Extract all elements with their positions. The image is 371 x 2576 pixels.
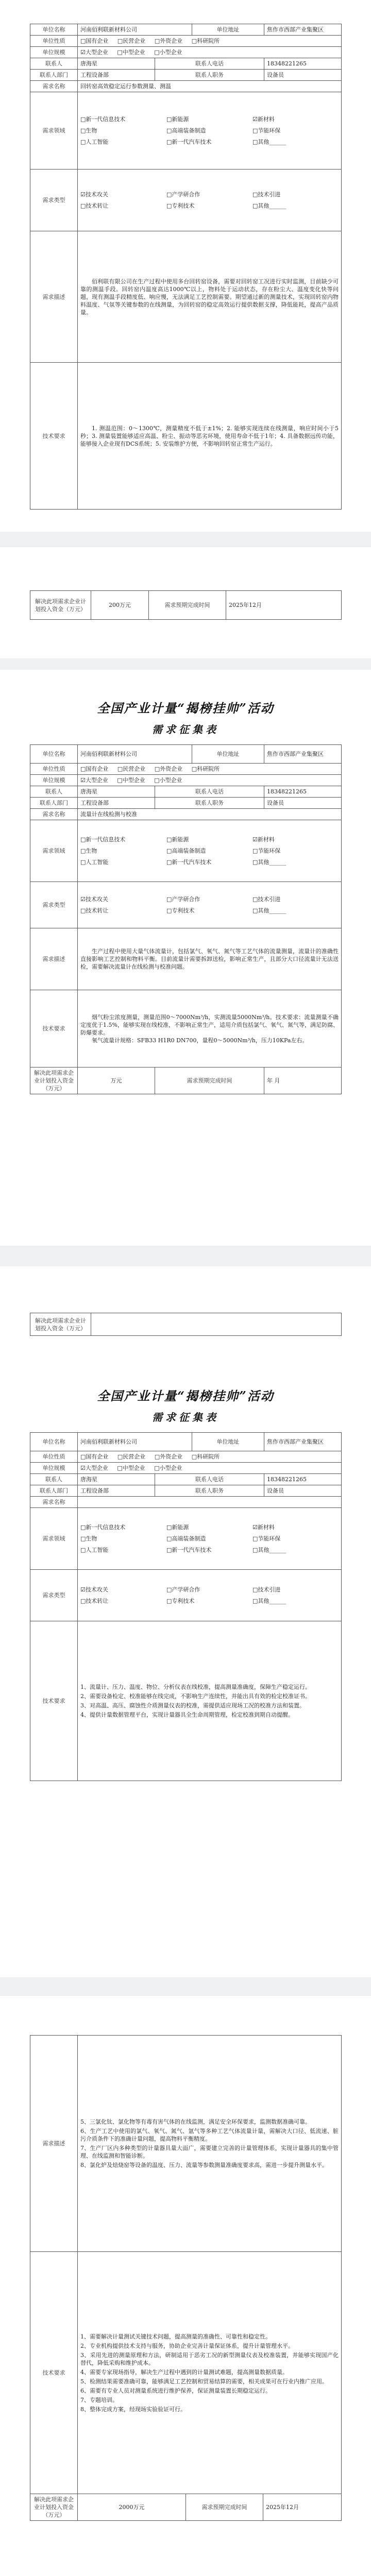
funding-value: 2000万元 xyxy=(78,2494,186,2521)
nature-option[interactable]: □科研院所 xyxy=(191,38,220,44)
label-tech-req: 技术要求 xyxy=(30,363,78,510)
label-dept: 联系人部门 xyxy=(30,798,78,809)
page-break xyxy=(0,1246,371,1266)
field-option[interactable]: □人工智能 xyxy=(80,138,109,145)
sheet-3-form-table xyxy=(30,1432,342,1781)
sheet-2 xyxy=(30,698,341,1094)
sheet-4-table xyxy=(30,2035,342,2521)
field-option[interactable]: □其他______ xyxy=(252,858,286,866)
nature-option[interactable]: □民营企业 xyxy=(117,38,146,44)
scale-option[interactable]: □中型企业 xyxy=(117,49,145,56)
sheet-1-form-table xyxy=(30,24,342,510)
scale-option[interactable]: ☑大型企业 xyxy=(80,1465,108,1471)
scale-option[interactable]: □小型企业 xyxy=(154,1465,182,1471)
type-option[interactable]: □技术引进 xyxy=(252,191,281,198)
unit-address-value: 焦作市西部产业集聚区 xyxy=(264,1433,342,1451)
label-contact-phone: 联系人电话 xyxy=(155,58,264,70)
nature-option[interactable]: □民营企业 xyxy=(117,1453,146,1460)
demand-desc-item: 5、三氯化钛、氯化物等有毒有害气体的在线监测，满足安全环保要求，监测数据准确可靠。 xyxy=(80,2119,311,2125)
field-option[interactable]: □生物 xyxy=(80,127,97,134)
label-tech-req: 技术要求 xyxy=(30,2252,78,2494)
label-demand-type: 需求类型 xyxy=(30,1570,78,1621)
nature-option[interactable]: □外资企业 xyxy=(154,38,183,44)
sheet-3 xyxy=(30,1386,341,1781)
unit-name-value: 河南佰利联新材料公司 xyxy=(78,1433,192,1451)
type-option[interactable]: □专利技术 xyxy=(166,202,195,209)
funding-value: 万元 xyxy=(78,1067,155,1094)
scale-option[interactable]: ☑大型企业 xyxy=(80,777,108,784)
tech-req-cell xyxy=(78,363,342,510)
field-option[interactable]: □新能源 xyxy=(166,1523,189,1531)
label-dept: 联系人部门 xyxy=(30,70,78,81)
nature-option[interactable]: □外资企业 xyxy=(154,766,183,772)
deadline-value: 年 月 xyxy=(264,1067,342,1094)
type-option[interactable]: ☑技术攻关 xyxy=(80,191,108,198)
sheet-1 xyxy=(30,24,341,510)
label-demand-name: 需求名称 xyxy=(30,81,78,92)
field-option[interactable]: □其他______ xyxy=(252,1546,286,1553)
label-unit-nature: 单位性质 xyxy=(30,764,78,775)
demand-desc-item: 8、氯化炉及焙烧窑等设备的温度、压力、流量等参数测量准确度要求高，需进一步提升测量水平。 xyxy=(80,2162,328,2168)
label-demand-field: 需求领域 xyxy=(30,1508,78,1570)
sheet-title: 全国产业计量“揭榜挂帅”活动 xyxy=(97,701,274,716)
field-option[interactable]: □新一代信息技术 xyxy=(80,836,126,843)
deadline-value: 2025年12月 xyxy=(226,591,342,620)
type-option[interactable]: □产学研合作 xyxy=(166,1586,200,1593)
field-option[interactable]: □新能源 xyxy=(166,115,189,123)
label-demand-name: 需求名称 xyxy=(30,809,78,820)
type-option[interactable]: □其他______ xyxy=(252,202,286,209)
sheet-title: 全国产业计量“揭榜挂帅”活动 xyxy=(97,1388,274,1403)
tech-req-item: 1、需要解决计量测试关键技术问题，提高测量的准确性、可靠性和稳定性。 xyxy=(80,2333,271,2340)
label-position: 联系人职务 xyxy=(155,1485,264,1497)
label-demand-desc: 需求描述 xyxy=(30,231,78,363)
label-tech-req: 技术要求 xyxy=(30,1621,78,1781)
label-unit-scale: 单位规模 xyxy=(30,47,78,58)
nature-option[interactable]: □科研院所 xyxy=(191,1453,220,1460)
tech-req-item: 6、需要有专业人员对测量系统进行维护保养，保证测量装置长期稳定运行。 xyxy=(80,2387,271,2394)
demand-type-options xyxy=(78,1570,342,1621)
scale-option[interactable]: □小型企业 xyxy=(154,49,182,56)
sheet-1-continued xyxy=(30,590,341,620)
label-demand-type: 需求类型 xyxy=(30,882,78,928)
tech-req-item: 3、对高温、高压、腐蚀性介质测量仪表的校准，需提供适应现场工况的校准方法和装置。 xyxy=(80,1702,305,1709)
field-option[interactable]: □新能源 xyxy=(166,836,189,843)
field-option[interactable]: □节能环保 xyxy=(252,127,281,134)
demand-desc-item: 6、生产工艺中使用的氯气、氧气、氮气、氩气等多种工艺气体流量计量，需解决大口径、低流速、脏污介质条件下的准确计量问题，提高物料平衡精度。 xyxy=(80,2128,339,2142)
funding-value-empty xyxy=(91,1313,342,1336)
contact-phone-value: 18348221265 xyxy=(264,1474,342,1485)
type-option[interactable]: □产学研合作 xyxy=(166,191,200,198)
label-unit-name: 单位名称 xyxy=(30,1433,78,1451)
field-option[interactable]: □高端装备制造 xyxy=(166,127,206,134)
label-unit-scale: 单位规模 xyxy=(30,1463,78,1474)
tech-req-text: 烟气粉尘浓度测量，测量范围0～7000Nm³/h，实测流量5000Nm³/h。技术要求：流量测量不确定度优于1.5%，能够实现在线校准，不影响正常生产，适用介质包括氯气、氧气、氮气等，满足防腐、防爆要求。 xyxy=(80,1013,339,1036)
field-option[interactable]: □节能环保 xyxy=(252,847,281,854)
type-option[interactable]: □技术转让 xyxy=(80,202,109,209)
nature-option[interactable]: □民营企业 xyxy=(117,766,146,772)
tech-req-item: 5、检测结果需要准确可靠，能够满足工艺控制和贸易结算的需要，相关成果可在行业内推广应用。 xyxy=(80,2378,328,2385)
demand-desc-text: 佰利联有限公司在生产过程中使用多台回转窑设备，需要对回转窑工况进行实时监测，目前缺少可靠的测温手段。回转窑内温度高达1000℃以上，物料处于运动状态，存在粉尘大、温度变化快等问题，现有测温手段精度低、响应慢，无法满足工艺控制需要。期望通过新的测量技术，实现回转窑内物料温度、气氛等关键参数的在线测量，为回转窑的稳定高效运行提供数据支撑，降低能耗，提高产品质量。 xyxy=(80,278,339,316)
position-value: 设备员 xyxy=(264,70,342,81)
dept-value: 工程设备部 xyxy=(78,798,155,809)
sheet-1-funding-table xyxy=(30,590,342,620)
label-unit-scale: 单位规模 xyxy=(30,775,78,786)
label-contact-phone: 联系人电话 xyxy=(155,786,264,798)
type-option[interactable]: □技术引进 xyxy=(252,895,281,903)
tech-req-item: 4、需要专家现场指导，解决生产过程中遇到的计量测试难题，提高测量数据质量。 xyxy=(80,2368,288,2376)
field-option[interactable]: □高端装备制造 xyxy=(166,847,206,854)
field-option[interactable]: □新一代信息技术 xyxy=(80,115,126,123)
field-option[interactable]: □生物 xyxy=(80,1535,97,1542)
sheet-subtitle: 需求征集表 xyxy=(152,1411,219,1423)
demand-field-options xyxy=(78,1508,342,1570)
unit-scale-options xyxy=(78,1463,342,1474)
scale-option[interactable]: ☑大型企业 xyxy=(80,49,108,56)
sheet-4 xyxy=(30,2035,341,2521)
demand-name-value: 回转窑高效稳定运行参数测量、测温 xyxy=(78,81,342,92)
demand-type-options xyxy=(78,170,342,231)
label-unit-address: 单位地址 xyxy=(192,745,264,764)
field-option[interactable]: □新一代汽车技术 xyxy=(166,858,212,866)
unit-scale-options xyxy=(78,775,342,786)
label-tech-req: 技术要求 xyxy=(30,990,78,1067)
type-option[interactable]: ☑技术攻关 xyxy=(80,895,108,903)
label-contact-phone: 联系人电话 xyxy=(155,1474,264,1485)
page-break xyxy=(0,1977,371,1996)
label-deadline: 需求预期完成时间 xyxy=(155,1067,264,1094)
label-demand-type: 需求类型 xyxy=(30,170,78,231)
field-option[interactable]: □新一代汽车技术 xyxy=(166,1546,212,1553)
tech-req-cell xyxy=(78,1621,342,1781)
label-demand-desc: 需求描述 xyxy=(30,2036,78,2252)
contact-phone-value: 18348221265 xyxy=(264,58,342,70)
label-unit-name: 单位名称 xyxy=(30,24,78,36)
tech-req-item: 8、整体完成方案，经现场实验验证可行。 xyxy=(80,2405,186,2413)
field-option[interactable]: ☑新材料 xyxy=(252,1523,275,1531)
contact-value: 唐海星 xyxy=(78,58,155,70)
field-option[interactable]: □人工智能 xyxy=(80,1546,109,1553)
sheet-3-header-fragment xyxy=(30,1313,341,1336)
demand-desc-cell xyxy=(78,2036,342,2252)
demand-desc-cell xyxy=(78,928,342,990)
funding-value: 200万元 xyxy=(91,591,149,620)
label-contact: 联系人 xyxy=(30,1474,78,1485)
type-option[interactable]: □其他______ xyxy=(252,907,286,914)
label-position: 联系人职务 xyxy=(155,798,264,809)
unit-nature-options xyxy=(78,36,342,47)
field-option[interactable]: □其他______ xyxy=(252,138,286,145)
label-dept: 联系人部门 xyxy=(30,1485,78,1497)
nature-option[interactable]: □外资企业 xyxy=(154,1453,183,1460)
unit-address-value: 焦作市西部产业集聚区 xyxy=(264,745,342,764)
page-break xyxy=(0,658,371,670)
label-deadline: 需求预期完成时间 xyxy=(186,2494,263,2521)
sheet-2-form-table xyxy=(30,744,342,1094)
tech-req-text-2: 氧气流量计规格：SFB33 H1R0 DN700，量程0～5000Nm³/h，压力10KPa左右。 xyxy=(92,1037,308,1044)
tech-req-cell xyxy=(78,990,342,1067)
field-option[interactable]: ☑新材料 xyxy=(252,115,275,123)
label-demand-field: 需求领域 xyxy=(30,92,78,170)
type-option[interactable]: □技术转让 xyxy=(80,907,109,914)
position-value: 设备员 xyxy=(264,1485,342,1497)
label-funding: 解决此项需求企业计划投入资金（万元） xyxy=(30,1067,78,1094)
label-demand-name: 需求名称 xyxy=(30,1497,78,1508)
field-option[interactable]: □新一代汽车技术 xyxy=(166,138,212,145)
field-option[interactable]: ☑新材料 xyxy=(252,836,275,843)
unit-nature-options xyxy=(78,1451,342,1463)
type-option[interactable]: □专利技术 xyxy=(166,1597,195,1604)
field-option[interactable]: □节能环保 xyxy=(252,1535,281,1542)
label-unit-name: 单位名称 xyxy=(30,745,78,764)
field-option[interactable]: □人工智能 xyxy=(80,858,109,866)
label-funding: 解决此项需求企业计划投入资金（万元） xyxy=(30,2494,78,2521)
contact-phone-value: 18348221265 xyxy=(264,786,342,798)
label-position: 联系人职务 xyxy=(155,70,264,81)
label-demand-field: 需求领域 xyxy=(30,820,78,882)
dept-value: 工程设备部 xyxy=(78,70,155,81)
deadline-value: 2025年12月 xyxy=(263,2494,342,2521)
tech-req-text: 1. 测温范围：0～1300℃，测量精度不低于±1%；2. 能够实现连续在线测量，响应时间小于5秒；3. 测量装置能够适应高温、粉尘、振动等恶劣环境，使用寿命不低于1年；4. 具备数据远传功能，能够接入企业现有DCS系统；5. 安装维护方便，不影响回转窑正常生产运行。 xyxy=(80,425,339,447)
label-demand-desc: 需求描述 xyxy=(30,928,78,990)
scale-option[interactable]: □中型企业 xyxy=(117,1465,145,1471)
label-deadline: 需求预期完成时间 xyxy=(149,591,226,620)
tech-req-item: 1、流量计、压力、温度、物位、分析仪表在线校准，提高测量准确度，保障生产稳定运行。 xyxy=(80,1684,311,1690)
tech-req-item: 4、提供计量数据管理平台，实现计量器具全生命周期管理，检定校准到期自动提醒。 xyxy=(80,1711,294,1718)
tech-req-item: 7、专题培训。 xyxy=(80,2396,118,2403)
nature-option[interactable]: □科研院所 xyxy=(191,766,220,772)
tech-req-item: 2、专业机构提供技术支持与服务，协助企业完善计量保证体系，提升计量管理水平。 xyxy=(80,2342,294,2349)
field-option[interactable]: □高端装备制造 xyxy=(166,1535,206,1542)
label-funding: 解决此项需求企业计划投入资金（万元） xyxy=(30,591,91,620)
nature-option[interactable]: □国有企业 xyxy=(80,766,109,772)
dept-value: 工程设备部 xyxy=(78,1485,155,1497)
nature-option[interactable]: □国有企业 xyxy=(80,38,109,44)
label-unit-address: 单位地址 xyxy=(192,24,264,36)
position-value: 设备员 xyxy=(264,798,342,809)
demand-field-options xyxy=(78,820,342,882)
sheet-subtitle: 需求征集表 xyxy=(152,723,219,736)
demand-name-value xyxy=(78,1497,342,1508)
label-unit-nature: 单位性质 xyxy=(30,36,78,47)
contact-value: 唐海星 xyxy=(78,1474,155,1485)
tech-req-cell xyxy=(78,2252,342,2494)
contact-value: 唐海星 xyxy=(78,786,155,798)
demand-type-options xyxy=(78,882,342,928)
nature-option[interactable]: □国有企业 xyxy=(80,1453,109,1460)
unit-scale-options xyxy=(78,47,342,58)
tech-req-item: 2、需要设备检定、校准能够在线完成，不影响生产连续性，并能出具有效的检定校准证书。 xyxy=(80,1693,311,1700)
label-contact: 联系人 xyxy=(30,58,78,70)
type-option[interactable]: □其他______ xyxy=(252,1597,286,1604)
type-option[interactable]: □技术转让 xyxy=(80,1597,109,1604)
field-option[interactable]: □生物 xyxy=(80,847,97,854)
unit-name-value: 河南佰利联新材料公司 xyxy=(78,24,192,36)
unit-name-value: 河南佰利联新材料公司 xyxy=(78,745,192,764)
type-option[interactable]: □技术引进 xyxy=(252,1586,281,1593)
demand-name-value: 流量计在线检测与校准 xyxy=(78,809,342,820)
tech-req-item: 3、采用先进的测量原理和方法，研制适用于恶劣工况的新型测量仪表及校准装置，并能够实现国产化替代，降低采购和维护成本。 xyxy=(80,2351,339,2366)
scale-option[interactable]: □小型企业 xyxy=(154,777,182,784)
demand-desc-item: 7、生产厂区内多种类型的计量器具量大面广，需要建立完善的计量管理体系，实现计量器具的集中管理、在线监测和智能诊断。 xyxy=(80,2145,339,2159)
field-option[interactable]: □新一代信息技术 xyxy=(80,1523,126,1531)
type-option[interactable]: □专利技术 xyxy=(166,907,195,914)
type-option[interactable]: ☑技术攻关 xyxy=(80,1586,108,1593)
type-option[interactable]: □产学研合作 xyxy=(166,895,200,903)
demand-desc-cell xyxy=(78,231,342,363)
page-break xyxy=(0,532,371,547)
label-unit-address: 单位地址 xyxy=(192,1433,264,1451)
sheet-3-fragment-table xyxy=(30,1313,342,1336)
label-unit-nature: 单位性质 xyxy=(30,1451,78,1463)
scale-option[interactable]: □中型企业 xyxy=(117,777,145,784)
demand-desc-text: 生产过程中使用大量气体流量计，包括氯气、氧气、氮气等工艺气体的流量测量，流量计的准确性直接影响工艺控制和物料平衡。目前流量计需要拆卸送检，影响正常生产，且部分大口径流量计无法送检，需要解决流量计在线检测与校准问题。 xyxy=(80,948,339,970)
label-contact: 联系人 xyxy=(30,786,78,798)
demand-field-options xyxy=(78,92,342,170)
unit-nature-options xyxy=(78,764,342,775)
unit-address-value: 焦作市西部产业集聚区 xyxy=(264,24,342,36)
label-funding: 解决此项需求企业计划投入资金（万元） xyxy=(30,1313,91,1336)
